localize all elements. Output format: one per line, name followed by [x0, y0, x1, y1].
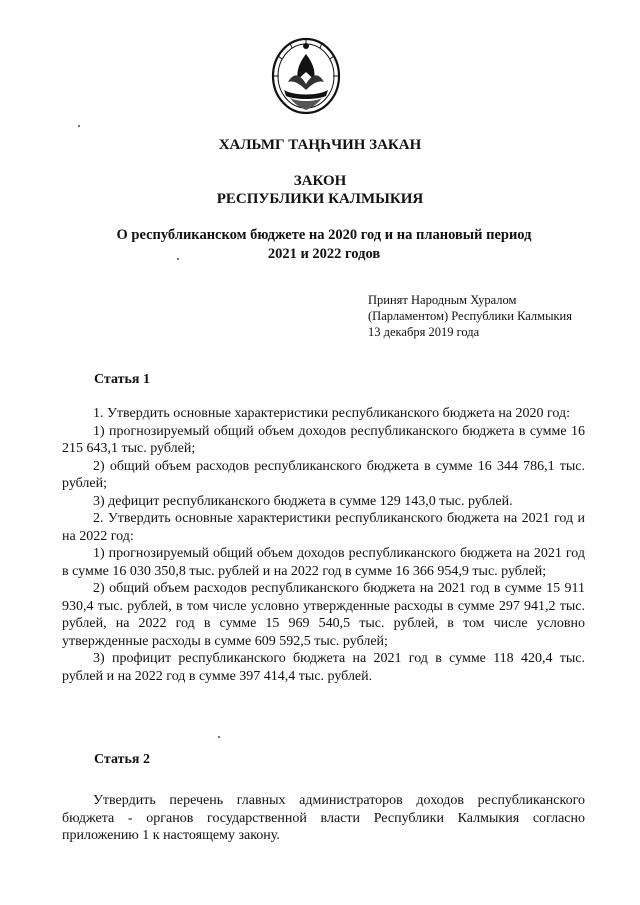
article-1-body: [62, 405, 585, 685]
article-1-heading: Статья 1: [94, 372, 150, 387]
law-subject-line-2: 2021 и 2022 годов: [267, 246, 381, 262]
law-title: ЗАКОН: [293, 173, 347, 189]
republic-title: РЕСПУБЛИКИ КАЛМЫКИЯ: [216, 191, 424, 207]
adoption-date: 13 декабря 2019 года: [368, 325, 480, 339]
adoption-line-1: Принят Народным Хуралом: [368, 293, 517, 307]
scan-speck: [78, 125, 80, 127]
coat-of-arms-emblem: [270, 36, 342, 116]
article-1-paragraph: 2) общий объем расходов республиканского бюджета в сумме 16 344 786,1 тыс. рублей;: [62, 458, 585, 491]
article-2-paragraph: Утвердить перечень главных администраторов доходов республиканского бюджета - органов государственной власти Республики Калмыкия согласно приложению 1 к настоящему закону.: [62, 793, 585, 843]
scan-speck: [218, 736, 220, 738]
adoption-note: [368, 292, 572, 340]
article-1-paragraph: 1) прогнозируемый общий объем доходов республиканского бюджета на 2021 год в сумме 16 030 350,8 тыс. рублей и на 2022 год в сумме 16 366 954,9 тыс. рублей;: [62, 546, 585, 579]
article-1-paragraph: 1) прогнозируемый общий объем доходов республиканского бюджета в сумме 16 215 643,1 тыс. рублей;: [62, 423, 585, 456]
scan-speck: [177, 258, 179, 260]
article-1-paragraph: 2. Утвердить основные характеристики республиканского бюджета на 2021 год и на 2022 год:: [62, 511, 585, 544]
article-1-paragraph: 1. Утвердить основные характеристики республиканского бюджета на 2020 год:: [93, 406, 571, 421]
article-1-paragraph: 3) профицит республиканского бюджета на 2021 год в сумме 118 420,4 тыс. рублей и на 2022 год в сумме 397 414,4 тыс. рублей.: [62, 651, 585, 684]
adoption-line-2: (Парламентом) Республики Калмыкия: [368, 309, 572, 323]
article-1-paragraph: 3) дефицит республиканского бюджета в сумме 129 143,0 тыс. рублей.: [93, 493, 513, 509]
kalmyk-title: ХАЛЬМГ ТАҢҺЧИН ЗАКАН: [218, 137, 422, 153]
article-2-body: [62, 792, 585, 845]
law-subject-line-1: О республиканском бюджете на 2020 год и на плановый период: [116, 227, 532, 243]
article-2-heading: Статья 2: [94, 752, 150, 767]
article-1-paragraph: 2) общий объем расходов республиканского бюджета на 2021 год в сумме 15 911 930,4 тыс. рублей, в том числе условно утвержденные расходы в сумме 297 941,2 тыс. рублей, на 2022 год в сумме 15 969 540,5 тыс. рублей, в том числе условно утвержденные расходы в сумме 609 592,5 тыс. рублей;: [62, 581, 585, 649]
